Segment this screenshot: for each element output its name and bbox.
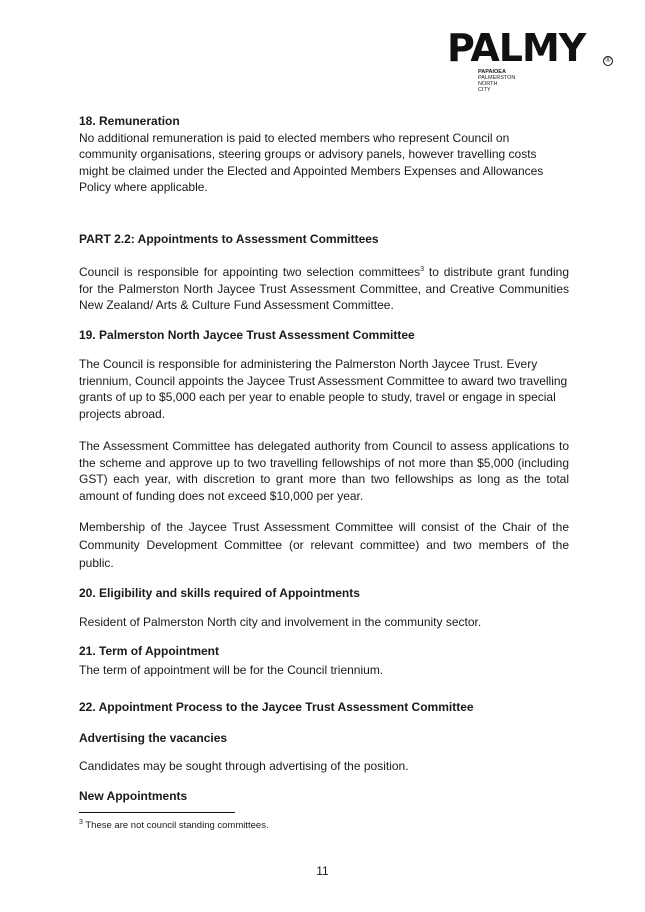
paragraph-jaycee-administration: The Council is responsible for administering the Palmerston North Jaycee Trust. Every triennium, Council appoints the Jaycee Trust Assessment Committee to award two travelling grants of up to $5,000 each per year to enable people to study, travel or engage in special projects abroad.: [79, 357, 568, 421]
logo-registered-mark: ®: [603, 56, 613, 66]
heading-appointment-process: 22. Appointment Process to the Jaycee Trust Assessment Committee: [79, 700, 474, 714]
footnote-reference[interactable]: 3: [420, 266, 424, 273]
logo-sub-line: PALMERSTON: [478, 75, 516, 81]
paragraph-membership: Membership of the Jaycee Trust Assessment Committee will consist of the Chair of the Community Development Committee (or relevant committee) and two members of the public.: [79, 520, 569, 570]
palmy-logo: [447, 28, 617, 98]
logo-wordmark: PALMY: [447, 26, 586, 70]
heading-new-appointments: New Appointments: [79, 788, 188, 803]
heading-term: 21. Term of Appointment: [79, 644, 220, 658]
paragraph-delegated-authority: The Assessment Committee has delegated authority from Council to assess applications to the scheme and approve up to two travelling fellowships of not more than $5,000 (including GST) each year, with discretion to grant more than two fellowships as long as the total amount of funding does not exceed $10,000 per year.: [79, 439, 569, 503]
heading-jaycee-trust: 19. Palmerston North Jaycee Trust Assessment Committee: [79, 327, 415, 342]
heading-eligibility: 20. Eligibility and skills required of Appointments: [79, 586, 360, 600]
paragraph-text: to distribute grant funding for the Palmerston North Jaycee Trust Assessment Committee, and Creative Communities New Zealand/ Arts & Culture Fund Assessment Committee.: [79, 265, 569, 312]
paragraph-eligibility: Resident of Palmerston North city and involvement in the community sector.: [79, 614, 482, 629]
paragraph-remuneration: No additional remuneration is paid to elected members who represent Council on community organisations, steering groups or advisory panels, however travelling costs might be claimed under the Elected and Appointed Members Expenses and Allowances Policy where applicable.: [79, 130, 544, 194]
footnote-text: These are not council standing committees.: [82, 820, 269, 831]
page-number: 11: [316, 864, 329, 878]
footnote-divider: [79, 812, 235, 813]
paragraph-selection-committees: [79, 264, 569, 314]
paragraph-advertising: Candidates may be sought through advertising of the position.: [79, 759, 409, 773]
footnote-marker: 3: [79, 818, 83, 826]
heading-advertising: Advertising the vacancies: [79, 730, 228, 745]
logo-sub-line: CITY: [478, 87, 491, 93]
paragraph-text: Council is responsible for appointing two selection committees: [79, 265, 421, 279]
heading-part-2-2: PART 2.2: Appointments to Assessment Committees: [79, 231, 379, 246]
footnote: [79, 820, 269, 832]
paragraph-term: The term of appointment will be for the Council triennium.: [79, 662, 384, 677]
logo-sub-line: PAPAIOEA: [478, 69, 506, 75]
document-body: [79, 113, 569, 804]
logo-sub-line: NORTH: [478, 81, 498, 87]
heading-remuneration: 18. Remuneration: [79, 114, 180, 128]
logo-subtitle: [478, 69, 515, 93]
